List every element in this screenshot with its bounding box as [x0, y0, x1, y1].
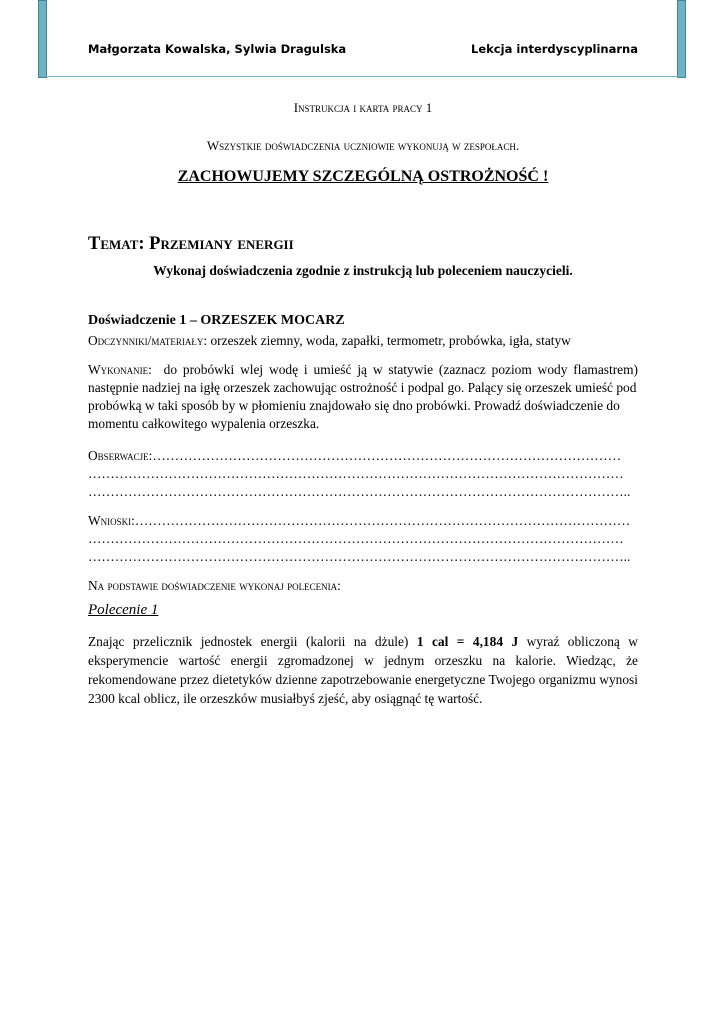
conclusions-dots-1: …………………………………………………………………………………………………: [134, 513, 631, 528]
observations-line-3: …………………………………………………………………………………………………………..: [88, 484, 631, 499]
experiment-title: Doświadczenie 1 – ORZESZEK MOCARZ: [88, 313, 345, 328]
task-1-title: Polecenie 1: [88, 602, 159, 618]
observations-line-1: [88, 447, 638, 465]
conclusions-line-1: [88, 512, 638, 530]
task-1-line-3: rekomendowane przez dietetyków dzienne zapotrzebowanie energetyczne Twojego organizmu wynosi: [88, 672, 638, 687]
conversion-factor: 1 cal = 4,184 J: [416, 634, 519, 649]
topic-text: Przemiany energii: [149, 234, 294, 254]
topic-subtitle: Wykonaj doświadczenia zgodnie z instrukcją lub poleceniem nauczycieli.: [153, 263, 573, 278]
topic-heading: [88, 232, 638, 256]
materials-line: [88, 332, 638, 350]
procedure-label: Wykonanie:: [88, 362, 152, 377]
header-lesson: Lekcja interdyscyplinarna: [471, 42, 638, 56]
page-header: [88, 42, 638, 60]
teams-note: Wszystkie doświadczenia uczniowie wykonują w zespołach.: [206, 138, 520, 153]
tasks-heading: Na podstawie doświadczenie wykonaj polecenia:: [88, 578, 341, 593]
materials-text: orzeszek ziemny, woda, zapałki, termometr, probówka, igła, statyw: [210, 333, 571, 348]
observations-dots-1: ……………………………………………………………………………………………: [152, 448, 622, 463]
observations-line-2: …………………………………………………………………………………………………………: [88, 466, 624, 481]
conclusions-line-2: …………………………………………………………………………………………………………: [88, 531, 624, 546]
procedure-line-4: momentu całkowitego wypalenia orzeszka.: [88, 416, 320, 431]
task-1-text-b: wyraź obliczoną w: [526, 634, 638, 649]
conclusions-label: Wnioski:: [88, 513, 135, 528]
caution-heading: ZACHOWUJEMY SZCZEGÓLNĄ OSTROŻNOŚĆ !: [177, 168, 549, 185]
header-authors: Małgorzata Kowalska, Sylwia Dragulska: [88, 42, 347, 56]
conclusions-line-3: …………………………………………………………………………………………………………..: [88, 549, 631, 564]
observations-label: Obserwacje:: [88, 448, 153, 463]
right-decorative-bar: [677, 0, 686, 78]
procedure-text-1: do probówki wlej wodę i umieść ją w statywie (zaznacz poziom wody flamastrem): [163, 362, 638, 377]
topic-label: Temat:: [88, 234, 145, 254]
task-1-text-a: Znając przelicznik jednostek energii (kalorii na dżule): [88, 634, 409, 649]
task-1-line-2: eksperymencie wartość energii zgromadzonej w jednym orzeszku na kalorie. Wiedząc, że: [88, 653, 638, 668]
left-decorative-bar: [38, 0, 47, 78]
procedure-line-1: [88, 361, 638, 379]
instruction-title: Instrukcja i karta pracy 1: [293, 100, 433, 115]
procedure-line-3: probówką w taki sposób by w płomieniu znajdowało się dno probówki. Prowadź doświadczenie do: [88, 398, 620, 413]
header-divider: [44, 76, 682, 77]
task-1-line-1: [88, 633, 638, 651]
materials-label: Odczynniki/materiały:: [88, 333, 208, 348]
procedure-line-2: następnie nadziej na igłę orzeszek zachowując ostrożność i podpal go. Palący się orzeszek umieść pod: [88, 380, 637, 395]
task-1-line-4: 2300 kcal oblicz, ile orzeszków musiałbyś zjeść, aby osiągnąć tę wartość.: [88, 691, 483, 706]
